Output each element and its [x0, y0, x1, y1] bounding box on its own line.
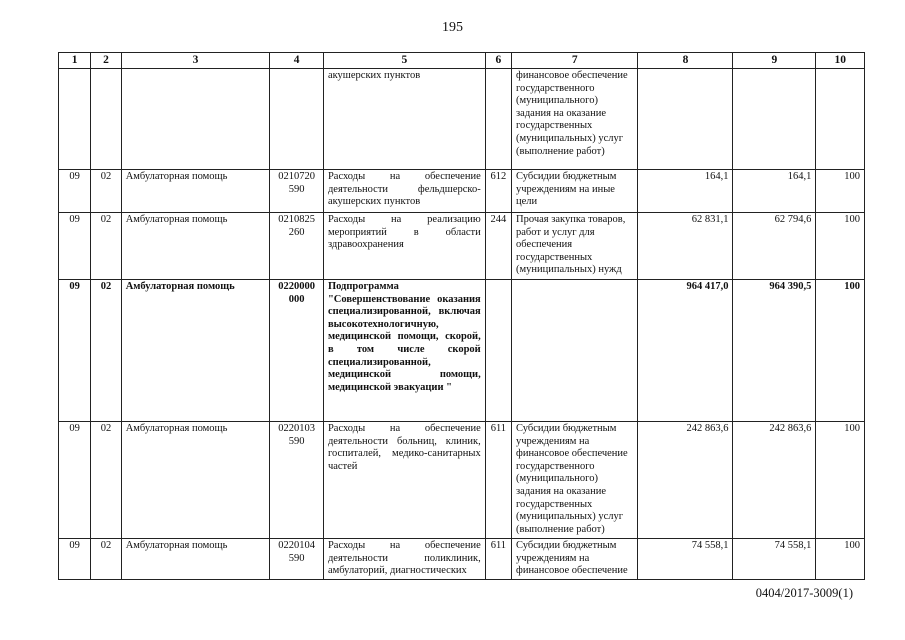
header-cell-4: 4	[270, 53, 324, 69]
expense-type-code	[485, 280, 511, 422]
table-row	[59, 422, 865, 539]
target-article-code: 0210825 260	[270, 213, 324, 280]
subsection-name: Амбулаторная помощь	[121, 539, 270, 580]
table-row	[59, 280, 865, 422]
expense-type-code: 611	[485, 422, 511, 539]
header-cell-10: 10	[816, 53, 865, 69]
expense-type-name	[512, 280, 638, 422]
table-row	[59, 539, 865, 580]
section-code: 09	[59, 539, 91, 580]
subsection-name	[121, 69, 270, 170]
header-cell-7: 7	[512, 53, 638, 69]
executed-amount: 74 558,1	[733, 539, 816, 580]
planned-amount: 74 558,1	[638, 539, 733, 580]
target-article-code: 0210720 590	[270, 170, 324, 213]
target-article-name: Расходы на обеспечение деятельности фельдшерско-акушерских пунктов	[323, 170, 485, 213]
target-article-code: 0220104 590	[270, 539, 324, 580]
target-article-code	[270, 69, 324, 170]
expense-type-name: финансовое обеспечение государственного (муниципального) задания на оказание государственных (муниципальных) услуг (выполнение работ)	[512, 69, 638, 170]
subsection-name: Амбулаторная помощь	[121, 213, 270, 280]
execution-percent: 100	[816, 280, 865, 422]
target-article-code: 0220000 000	[270, 280, 324, 422]
target-article-name: акушерских пунктов	[323, 69, 485, 170]
planned-amount: 164,1	[638, 170, 733, 213]
subsection-code: 02	[91, 213, 121, 280]
page-number: 195	[442, 20, 463, 35]
header-cell-9: 9	[733, 53, 816, 69]
header-cell-3: 3	[121, 53, 270, 69]
header-cell-5: 5	[323, 53, 485, 69]
expense-type-code: 611	[485, 539, 511, 580]
executed-amount: 164,1	[733, 170, 816, 213]
budget-table	[58, 52, 865, 580]
expense-type-code: 244	[485, 213, 511, 280]
subsection-code: 02	[91, 280, 121, 422]
executed-amount: 62 794,6	[733, 213, 816, 280]
section-code	[59, 69, 91, 170]
subsection-code: 02	[91, 539, 121, 580]
expense-type-name: Субсидии бюджетным учреждениям на финансовое обеспечение государственного (муниципального) задания на оказание государственных (муниципальных) услуг (выполнение работ)	[512, 422, 638, 539]
execution-percent: 100	[816, 422, 865, 539]
expense-type-name: Субсидии бюджетным учреждениям на финансовое обеспечение	[512, 539, 638, 580]
executed-amount: 964 390,5	[733, 280, 816, 422]
executed-amount	[733, 69, 816, 170]
section-code: 09	[59, 422, 91, 539]
table-row	[59, 69, 865, 170]
document-code: 0404/2017-3009(1)	[755, 586, 853, 600]
header-row	[59, 53, 865, 69]
subsection-name: Амбулаторная помощь	[121, 280, 270, 422]
planned-amount: 242 863,6	[638, 422, 733, 539]
header-cell-2: 2	[91, 53, 121, 69]
execution-percent: 100	[816, 539, 865, 580]
expense-type-code: 612	[485, 170, 511, 213]
planned-amount	[638, 69, 733, 170]
subsection-code	[91, 69, 121, 170]
header-cell-6: 6	[485, 53, 511, 69]
target-article-name: Расходы на реализацию мероприятий в области здравоохранения	[323, 213, 485, 280]
subsection-code: 02	[91, 422, 121, 539]
section-code: 09	[59, 170, 91, 213]
header-cell-1: 1	[59, 53, 91, 69]
target-article-name: Подпрограмма "Совершенствование оказания специализированной, включая высокотехнологичную, медицинской помощи, скорой, в том числе скорой специализированной, медицинской помощи, медицинской эвакуации "	[323, 280, 485, 422]
section-code: 09	[59, 213, 91, 280]
expense-type-code	[485, 69, 511, 170]
planned-amount: 62 831,1	[638, 213, 733, 280]
target-article-name: Расходы на обеспечение деятельности больниц, клиник, госпиталей, медико-санитарных частей	[323, 422, 485, 539]
expense-type-name: Прочая закупка товаров, работ и услуг для обеспечения государственных (муниципальных) нужд	[512, 213, 638, 280]
target-article-name: Расходы на обеспечение деятельности поликлиник, амбулаторий, диагностических	[323, 539, 485, 580]
planned-amount: 964 417,0	[638, 280, 733, 422]
target-article-code: 0220103 590	[270, 422, 324, 539]
table-row	[59, 170, 865, 213]
subsection-code: 02	[91, 170, 121, 213]
execution-percent: 100	[816, 213, 865, 280]
execution-percent	[816, 69, 865, 170]
subsection-name: Амбулаторная помощь	[121, 170, 270, 213]
subsection-name: Амбулаторная помощь	[121, 422, 270, 539]
execution-percent: 100	[816, 170, 865, 213]
table-row	[59, 213, 865, 280]
executed-amount: 242 863,6	[733, 422, 816, 539]
section-code: 09	[59, 280, 91, 422]
expense-type-name: Субсидии бюджетным учреждениям на иные цели	[512, 170, 638, 213]
header-cell-8: 8	[638, 53, 733, 69]
